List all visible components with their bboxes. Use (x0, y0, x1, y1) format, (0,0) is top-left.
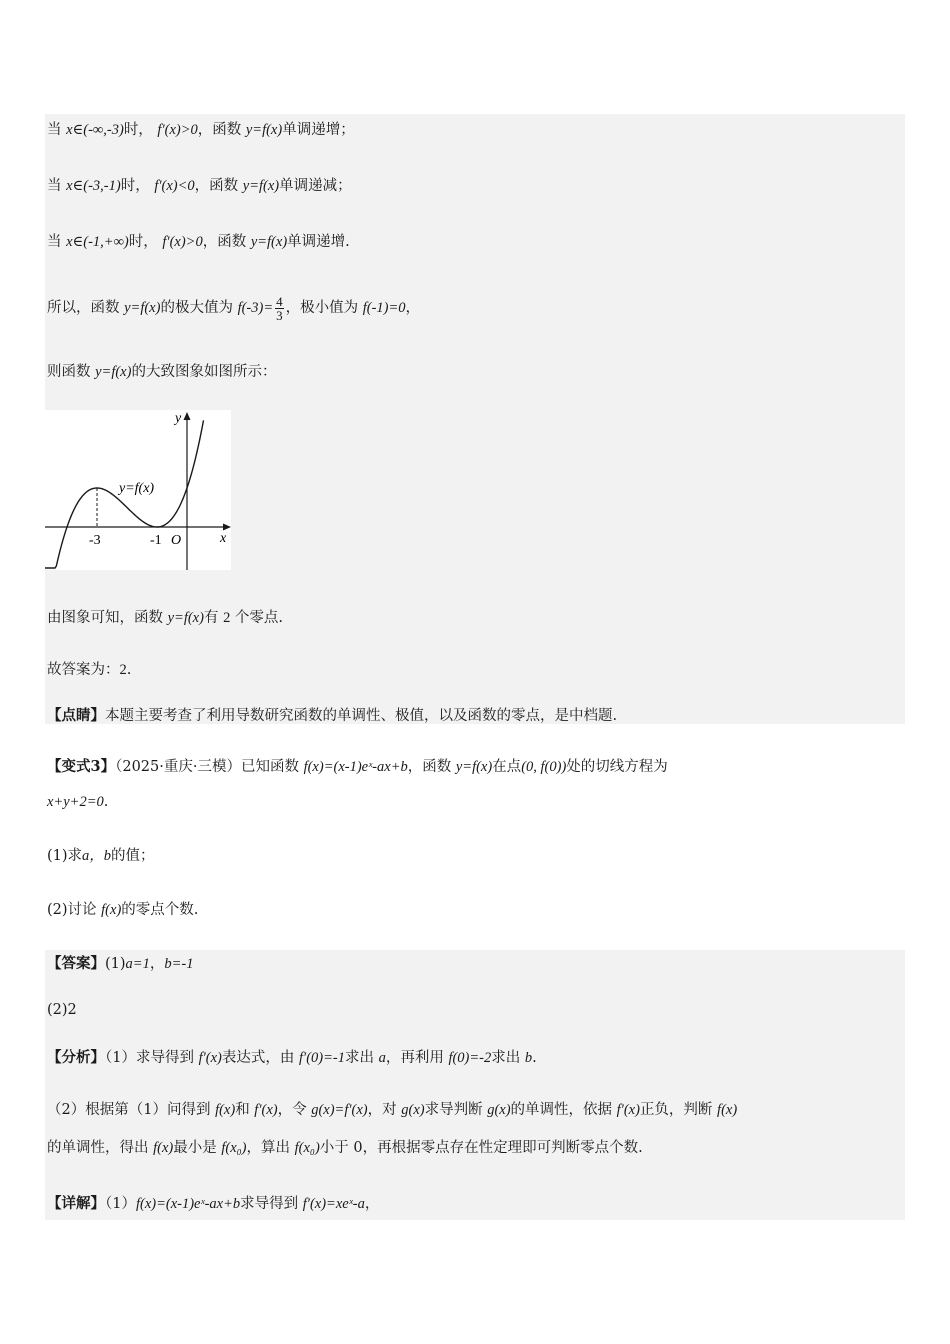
interval: x∈(-3,-1) (66, 178, 121, 194)
text: (1)求 (47, 848, 83, 864)
text: 当 (47, 178, 67, 194)
graph-intro (47, 362, 276, 382)
text: 处的切线方程为 (566, 759, 668, 775)
text: . (532, 1050, 537, 1066)
fraction (275, 295, 284, 322)
text: 的单调性，依据 (510, 1102, 617, 1118)
answer-value: 2 (119, 662, 127, 678)
text: 小于 0，再根据零点存在性定理即可判断零点个数. (319, 1140, 643, 1156)
detail-tag: 【详解】 (47, 1195, 105, 1212)
variant-tag: 【变式3】 (47, 758, 116, 775)
text: 的大致图象如图所示： (131, 364, 277, 380)
text: (2)讨论 (47, 902, 102, 918)
function: y=f(x) (245, 122, 283, 138)
text: 时， (123, 122, 153, 138)
min-value: f(x₀) (221, 1140, 247, 1156)
fraction-denominator: 3 (276, 307, 283, 323)
text: 单调递减； (279, 178, 352, 194)
point: (0, f(0)) (521, 759, 567, 775)
text: 当 (47, 234, 67, 250)
text: ，算出 (246, 1140, 295, 1156)
text: 则函数 (47, 364, 96, 380)
function: y=f(x) (250, 234, 288, 250)
derivative: f′(x) (198, 1050, 222, 1066)
text: ，对 (367, 1102, 402, 1118)
function: y=f(x) (124, 300, 161, 316)
tick-label-minus-1: -1 (150, 533, 162, 548)
variables: a，b (82, 848, 112, 864)
answer-part-2 (47, 1000, 77, 1020)
text: (2)2 (47, 1002, 77, 1018)
function-definition: f(x)=(x-1)eˣ-ax+b (303, 759, 408, 775)
max-value-expr: f(-3)= (237, 300, 274, 316)
zero-count: 2 (223, 610, 231, 626)
text: 的零点个数. (121, 902, 199, 918)
a-value: a=1 (125, 956, 150, 972)
fraction-numerator: 4 (276, 293, 283, 309)
x-axis-arrow (223, 524, 231, 531)
text: (1) (105, 956, 126, 972)
text: ，函数 (194, 178, 243, 194)
function: f(x) (101, 902, 122, 918)
detail-1 (47, 1194, 379, 1214)
text: 求导得到 (240, 1196, 303, 1212)
graph-svg (45, 410, 231, 570)
text: 在点 (492, 759, 522, 775)
monotonic-increasing-2 (47, 232, 350, 252)
y-axis-arrow (184, 412, 191, 420)
text: ，函数 (407, 759, 456, 775)
definition: g(x)=f′(x) (311, 1102, 368, 1118)
text: . (126, 662, 132, 678)
function: y=f(x) (455, 759, 493, 775)
text: （2）根据第（1）问得到 (47, 1102, 216, 1118)
condition: f′(0)=-1 (299, 1050, 345, 1066)
condition: f(0)=-2 (448, 1050, 492, 1066)
x-axis-label: x (220, 531, 227, 546)
analysis-3 (47, 1138, 643, 1158)
derivative: f′(x) (254, 1102, 278, 1118)
text: 时， (120, 178, 150, 194)
text: 有 (203, 610, 224, 626)
comment-text: 本题主要考查了利用导数研究函数的单调性、极值，以及函数的零点，是中档题. (105, 708, 618, 724)
analysis-2 (47, 1100, 737, 1120)
text: （1）求导得到 (105, 1050, 199, 1066)
question-2 (47, 900, 198, 920)
text: ， (405, 300, 421, 316)
text: ，函数 (197, 122, 246, 138)
curve-label: y=f(x) (119, 481, 155, 496)
text: ， (364, 1196, 380, 1212)
text: 的极大值为 (160, 300, 238, 316)
monotonic-increasing-1 (47, 120, 355, 140)
analysis-tag: 【分析】 (47, 1049, 105, 1066)
tangent-equation (47, 792, 108, 812)
function: y=f(x) (95, 364, 132, 380)
y-axis-label: y (175, 411, 182, 426)
extrema-statement (47, 294, 420, 322)
analysis-1 (47, 1048, 537, 1068)
text: 正负，判断 (639, 1102, 718, 1118)
monotonic-decreasing (47, 176, 352, 196)
text: 时， (128, 234, 158, 250)
text: 最小是 (173, 1140, 222, 1156)
function: g(x) (487, 1102, 511, 1118)
text: 求导判断 (424, 1102, 488, 1118)
text: 单调递增； (282, 122, 355, 138)
solution-block-2 (45, 950, 905, 1220)
text: ，函数 (202, 234, 251, 250)
text: （1） (105, 1196, 136, 1212)
function-graph (45, 410, 231, 570)
function: f(x) (153, 1140, 174, 1156)
derivative-sign: f′(x)>0 (162, 234, 203, 250)
interval: x∈(-1,+∞) (66, 234, 129, 250)
text: 个零点. (230, 610, 284, 626)
derivative-sign: f′(x)>0 (157, 122, 198, 138)
comment (47, 706, 617, 726)
derivative: f′(x)=xeˣ-a (302, 1196, 365, 1212)
answer (47, 954, 193, 974)
text: . (103, 794, 109, 810)
min-value-expr: f(-1)=0 (362, 300, 406, 316)
final-answer (47, 660, 131, 680)
tick-label-minus-3: -3 (89, 533, 101, 548)
min-value: f(x₀) (294, 1140, 320, 1156)
text: 单调递增. (287, 234, 350, 250)
variable: a (378, 1050, 386, 1066)
derivative: f′(x) (616, 1102, 640, 1118)
text: 由图象可知，函数 (47, 610, 168, 626)
function: g(x) (401, 1102, 425, 1118)
text: ， (149, 956, 165, 972)
text: 的值； (111, 848, 155, 864)
text: 当 (47, 122, 67, 138)
zero-count-statement (47, 608, 283, 628)
function: y=f(x) (167, 610, 204, 626)
answer-tag: 【答案】 (47, 955, 105, 972)
text: ，令 (277, 1102, 312, 1118)
variable: b (524, 1050, 533, 1066)
text: ，再利用 (385, 1050, 449, 1066)
origin-label: O (171, 533, 182, 548)
function-definition: f(x)=(x-1)eˣ-ax+b (135, 1196, 241, 1212)
interval: x∈(-∞,-3) (66, 122, 124, 138)
text: ，极小值为 (285, 300, 363, 316)
text: 的单调性，得出 (47, 1140, 154, 1156)
question-1 (47, 846, 155, 866)
comment-tag: 【点睛】 (47, 707, 105, 724)
text: 所以，函数 (47, 300, 125, 316)
derivative-sign: f′(x)<0 (154, 178, 195, 194)
function: y=f(x) (242, 178, 280, 194)
text: 和 (235, 1102, 255, 1118)
text: （2025·重庆·三模）已知函数 (115, 759, 304, 775)
function: f(x) (717, 1102, 738, 1118)
text: 求出 (344, 1050, 379, 1066)
b-value: b=-1 (164, 956, 194, 972)
text: 故答案为： (47, 662, 120, 678)
text: 求出 (491, 1050, 525, 1066)
equation: x+y+2=0 (47, 794, 104, 810)
text: 表达式，由 (221, 1050, 299, 1066)
variant-problem (47, 757, 668, 777)
function: f(x) (215, 1102, 236, 1118)
